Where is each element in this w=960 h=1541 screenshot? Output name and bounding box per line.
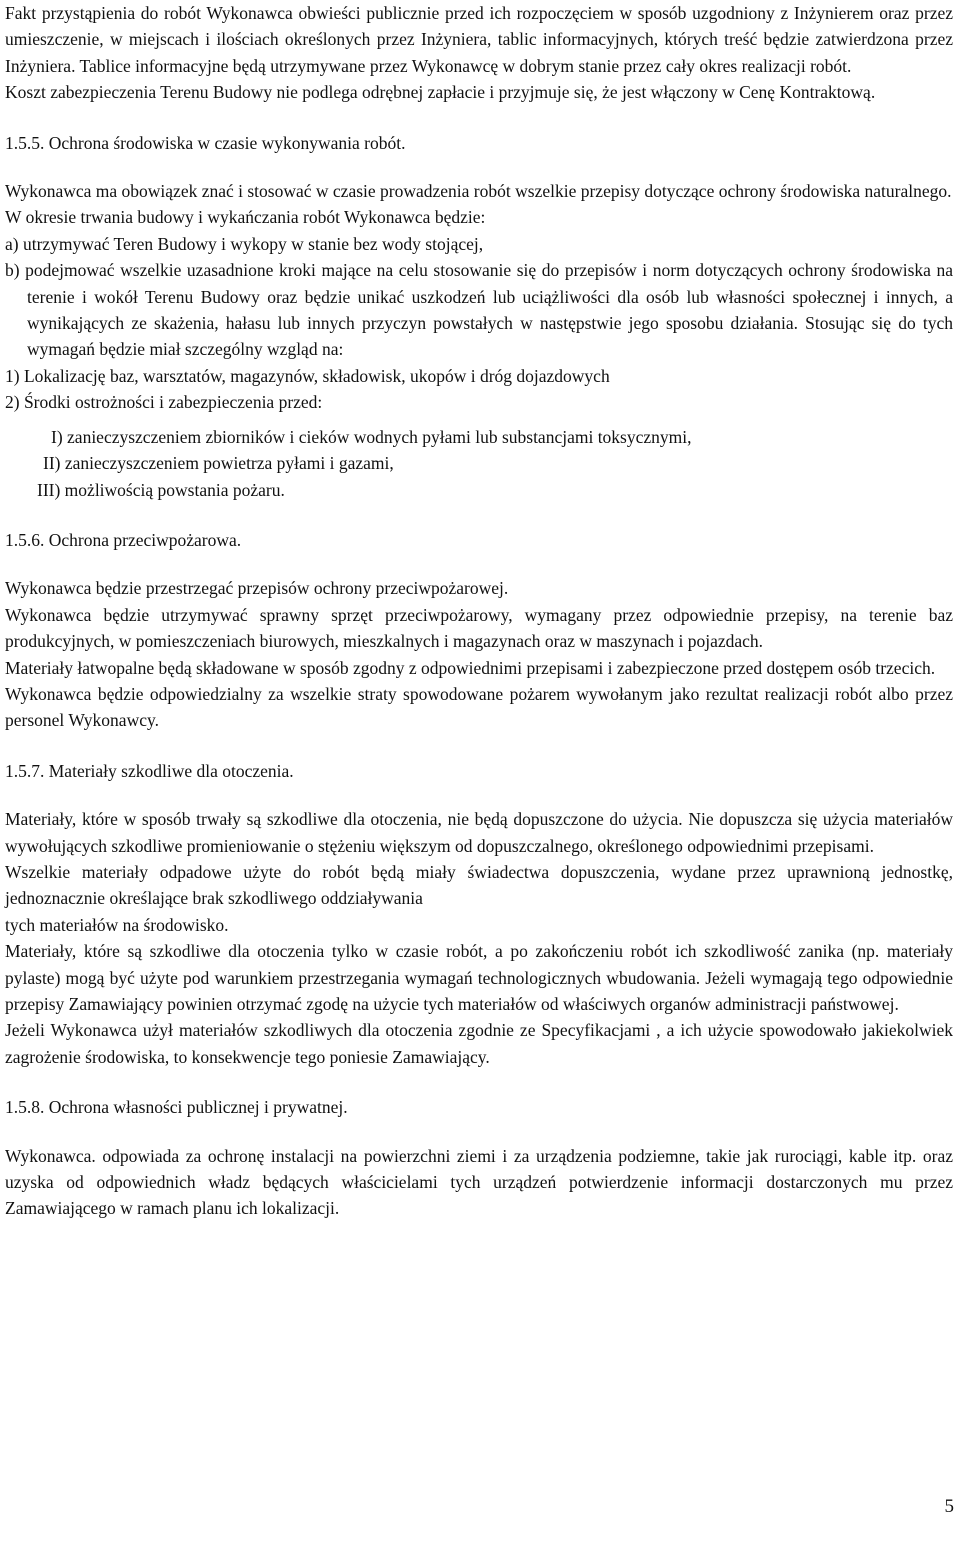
- numbered-item-2: 2) Środki ostrożności i zabezpieczenia przed:: [5, 392, 323, 413]
- section-1-5-5-heading: 1.5.5. Ochrona środowiska w czasie wykonywania robót.: [5, 132, 406, 153]
- intro-paragraph-2: Koszt zabezpieczenia Terenu Budowy nie podlega odrębnej zapłacie i przyjmuje się, że jest włączony w Cenę Kontraktową.: [5, 82, 876, 103]
- section-1-5-7-paragraph-2a: Wszelkie materiały odpadowe użyte do robót będą miały świadectwa dopuszczenia, wydane przez uprawnioną jednostkę, jednoznacznie określające brak szkodliwego oddziaływania: [5, 861, 953, 909]
- section-1-5-6-heading: 1.5.6. Ochrona przeciwpożarowa.: [5, 529, 242, 550]
- section-1-5-7-paragraph-4: Jeżeli Wykonawca użył materiałów szkodliwych dla otoczenia zgodnie ze Specyfikacjami , a ich użycie spowodowało jakiekolwiek zagrożenie środowiska, to konsekwencje tego poniesie Zamawiający.: [5, 1020, 953, 1067]
- section-1-5-7-paragraph-1: Materiały, które w sposób trwały są szkodliwe dla otoczenia, nie będą dopuszczone do użycia. Nie dopuszcza się użycia materiałów wywołujących szkodliwe promieniowanie o stężeniu większym od dopuszczalnego, określonego odpowiednimi przepisami.: [5, 809, 953, 856]
- section-1-5-6-paragraph-1: Wykonawca będzie przestrzegać przepisów ochrony przeciwpożarowej.: [5, 578, 509, 599]
- page-number: 5: [944, 1496, 954, 1517]
- section-1-5-8-paragraph-1: Wykonawca. odpowiada za ochronę instalacji na powierzchni ziemi i za urządzenia podziemne, takie jak rurociągi, kable itp. oraz uzyska od odpowiednich władz będących właścicielami tych urządzeń potwierdzenie informacji dostarczonych mu przez Zamawiającego w ramach planu ich lokalizacji.: [5, 1145, 953, 1219]
- section-1-5-6-paragraph-2: Wykonawca będzie utrzymywać sprawny sprzęt przeciwpożarowy, wymagany przez odpowiednie przepisy, na terenie baz produkcyjnych, w pomieszczeniach biurowych, mieszkalnych i magazynach oraz w maszynach i pojazdach.: [5, 604, 953, 652]
- numbered-item-1: 1) Lokalizację baz, warsztatów, magazynów, składowisk, ukopów i dróg dojazdowych: [5, 365, 610, 386]
- section-1-5-7-paragraph-2b: tych materiałów na środowisko.: [5, 914, 229, 935]
- section-1-5-8-heading: 1.5.8. Ochrona własności publicznej i prywatnej.: [5, 1097, 348, 1118]
- roman-item-1: I) zanieczyszczeniem zbiorników i cieków wodnych pyłami lub substancjami toksycznymi,: [51, 426, 692, 447]
- section-1-5-7-paragraph-3: Materiały, które są szkodliwe dla otoczenia tylko w czasie robót, a po zakończeniu robót ich szkodliwość zanika (np. materiały pylaste) mogą być użyte pod warunkiem przestrzegania wymagań technologicznych wbudowania. Jeżeli wymagają tego odpowiednie przepisy Zamawiający powinien otrzymać zgodę na użycie tych materiałów od właściwych organów administracji państwowej.: [5, 941, 953, 1014]
- intro-paragraph-1: Fakt przystąpienia do robót Wykonawca obwieści publicznie przed ich rozpoczęciem w sposób uzgodniony z Inżynierem oraz przez umieszczenie, w miejscach i ilościach określonych przez Inżyniera, tablic informacyjnych, których treść będzie zatwierdzona przez Inżyniera. Tablice informacyjne będą utrzymywane przez Wykonawcę w dobrym stanie przez cały okres realizacji robót.: [5, 3, 953, 76]
- list-item-b: b) podejmować wszelkie uzasadnione kroki mające na celu stosowanie się do przepisów i norm dotyczących ochrony środowiska na terenie i wokół Terenu Budowy oraz będzie unikać uszkodzeń lub uciążliwości dla osób lub własności społecznej i innych, a wynikających ze skażenia, hałasu lub innych przyczyn powstałych w następstwie jego sposobu działania. Stosując się do tych wymagań będzie miał szczególny wzgląd na:: [5, 260, 953, 360]
- section-1-5-6-paragraph-3: Materiały łatwopalne będą składowane w sposób zgodny z odpowiednimi przepisami i zabezpieczone przed dostępem osób trzecich.: [5, 657, 936, 678]
- section-1-5-5-paragraph-1: Wykonawca ma obowiązek znać i stosować w czasie prowadzenia robót wszelkie przepisy dotyczące ochrony środowiska naturalnego.: [5, 181, 952, 202]
- roman-list: [5, 424, 953, 503]
- section-1-5-6-paragraph-4: Wykonawca będzie odpowiedzialny za wszelkie straty spowodowane pożarem wywołanym jako rezultat realizacji robót albo przez personel Wykonawcy.: [5, 683, 953, 731]
- section-1-5-7-heading: 1.5.7. Materiały szkodliwe dla otoczenia.: [5, 760, 294, 781]
- roman-item-2: II) zanieczyszczeniem powietrza pyłami i gazami,: [43, 453, 394, 474]
- section-1-5-5-paragraph-2: W okresie trwania budowy i wykańczania robót Wykonawca będzie:: [5, 207, 486, 228]
- roman-item-3: III) możliwością powstania pożaru.: [37, 479, 285, 500]
- document-page: [5, 0, 953, 1222]
- list-item-a: a) utrzymywać Teren Budowy i wykopy w stanie bez wody stojącej,: [5, 233, 484, 254]
